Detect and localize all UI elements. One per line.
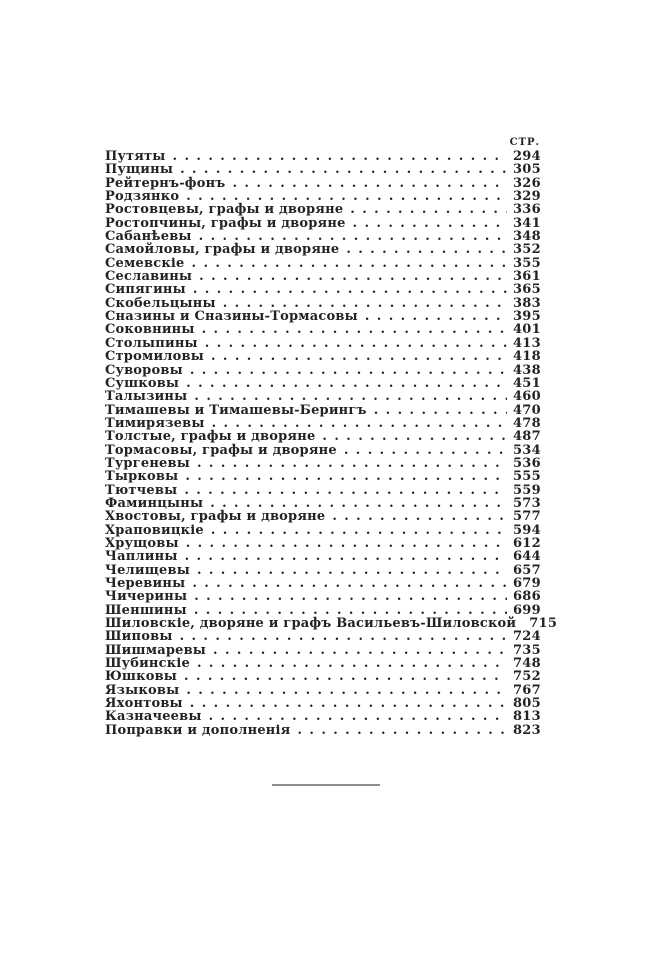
page-number: 294 — [512, 149, 541, 164]
page-number: 657 — [512, 562, 541, 578]
toc-entry-row — [105, 509, 541, 525]
family-name: Самойловы, графы и дворяне — [105, 242, 340, 258]
toc-entry-row — [105, 162, 541, 178]
family-name: Тургеневы — [105, 455, 190, 471]
family-name: Соковнины — [105, 322, 195, 338]
dot-leader — [297, 723, 507, 738]
family-name: Тырковы — [105, 469, 179, 485]
toc-entry-row — [105, 536, 541, 549]
page-number: 383 — [512, 295, 541, 311]
family-name: Казначеевы — [105, 709, 202, 725]
toc-entry-row — [105, 523, 541, 536]
page-number: 365 — [512, 282, 541, 298]
toc-entry-row — [105, 202, 541, 218]
family-name: Ростопчины, графы и дворяне — [105, 215, 346, 231]
family-name: Тютчевы — [105, 482, 178, 498]
family-name: Шубинскіе — [105, 656, 190, 672]
toc-entry-row — [105, 349, 541, 365]
family-name: Родзянко — [105, 189, 180, 205]
page-number: 767 — [512, 682, 541, 698]
page-number: 612 — [512, 535, 541, 551]
page-number: 460 — [512, 389, 541, 405]
family-name: Шиповы — [105, 629, 173, 645]
page-number: 679 — [512, 576, 541, 591]
toc-entry-row — [105, 309, 541, 325]
page-number: 813 — [512, 709, 541, 725]
toc-entry-row — [105, 656, 541, 672]
toc-entry-row — [105, 629, 541, 645]
toc-entry-list — [105, 149, 558, 738]
toc-entry-row — [105, 496, 541, 509]
family-name: Столыпины — [105, 335, 198, 351]
toc-entry-row — [105, 403, 541, 416]
family-name: Сеславины — [105, 269, 193, 285]
toc-entry-row — [105, 296, 541, 309]
toc-entry-row — [105, 269, 541, 285]
page-number: 573 — [512, 495, 541, 511]
family-name: Толстые, графы и дворяне — [105, 429, 316, 445]
toc-entry-row — [105, 363, 541, 376]
page-number: 348 — [512, 229, 541, 245]
toc-entry-row — [105, 723, 541, 736]
toc-entry-row — [105, 696, 541, 712]
family-name: Пущины — [105, 162, 174, 178]
family-name: Тимирязевы — [105, 415, 205, 431]
toc-entry-row — [105, 149, 541, 162]
page-number: 418 — [512, 349, 541, 365]
family-name: Шиловскіе, дворяне и графъ Васильевъ-Шиловской — [105, 616, 517, 632]
toc-entry-row — [105, 322, 541, 338]
family-name: Юшковы — [105, 669, 178, 685]
page-number: 715 — [529, 616, 558, 632]
toc-entry-row — [105, 456, 541, 469]
toc-entry-row — [105, 282, 541, 298]
toc-entry-row — [105, 389, 541, 405]
family-name: Тормасовы, графы и дворяне — [105, 442, 337, 458]
page-number: 686 — [512, 589, 541, 605]
toc-entry-row — [105, 589, 541, 605]
toc-entry-row — [105, 229, 541, 245]
page-number: 823 — [512, 722, 541, 738]
page-number: 555 — [512, 469, 541, 485]
toc-entry-row — [105, 443, 541, 456]
page-column-header: СТР. — [509, 137, 540, 148]
page-number: 805 — [512, 696, 541, 712]
family-name: Шишмаревы — [105, 642, 207, 658]
toc-entry-row — [105, 616, 558, 632]
family-name: Чичерины — [105, 589, 188, 605]
toc-entry-row — [105, 576, 541, 589]
family-name: Семевскіе — [105, 255, 185, 271]
family-name: Сназины и Сназины-Тормасовы — [105, 309, 358, 325]
page-number: 329 — [512, 189, 541, 205]
family-name: Поправки и дополненія — [105, 722, 291, 738]
page-number: 577 — [512, 509, 541, 525]
page-number: 724 — [512, 629, 541, 645]
page-number: 401 — [512, 322, 541, 338]
page-number: 559 — [512, 482, 541, 498]
page-number: 451 — [512, 375, 541, 391]
family-name: Яхонтовы — [105, 696, 183, 712]
page-number: 644 — [512, 549, 541, 565]
family-name: Челищевы — [105, 562, 190, 578]
page-number: 735 — [512, 642, 541, 658]
toc-entry-row — [105, 563, 541, 576]
page-number: 361 — [512, 269, 541, 285]
page-number: 748 — [512, 656, 541, 672]
page-number: 752 — [512, 669, 541, 685]
family-name: Языковы — [105, 682, 180, 698]
page-number: 341 — [512, 215, 541, 231]
table-of-contents — [105, 137, 558, 738]
toc-entry-row — [105, 709, 541, 725]
family-name: Сабанѣевы — [105, 229, 192, 245]
toc-entry-row — [105, 336, 541, 349]
toc-entry-row — [105, 549, 541, 565]
toc-entry-row — [105, 483, 541, 496]
family-name: Стромиловы — [105, 349, 204, 365]
page-number: 699 — [512, 602, 541, 618]
family-name: Чаплины — [105, 549, 178, 565]
page-number: 478 — [512, 415, 541, 431]
page-number: 352 — [512, 242, 541, 258]
page-number: 355 — [512, 255, 541, 271]
family-name: Тимашевы и Тимашевы-Берингъ — [105, 402, 367, 418]
family-name: Скобельцыны — [105, 295, 216, 311]
toc-entry-row — [105, 376, 541, 389]
page-number: 438 — [512, 362, 541, 378]
toc-entry-row — [105, 416, 541, 429]
toc-entry-row — [105, 242, 541, 258]
toc-entry-row — [105, 176, 541, 189]
family-name: Талызины — [105, 389, 188, 405]
page-number: 413 — [512, 335, 541, 351]
family-name: Хрущовы — [105, 535, 179, 551]
family-name: Хвостовы, графы и дворяне — [105, 509, 326, 525]
page-number: 395 — [512, 309, 541, 325]
toc-entry-row — [105, 429, 541, 445]
page-number: 305 — [512, 162, 541, 178]
toc-entry-row — [105, 469, 541, 485]
page-number: 594 — [512, 522, 541, 538]
toc-entry-row — [105, 256, 541, 269]
page-number: 326 — [512, 175, 541, 191]
family-name: Шеншины — [105, 602, 187, 618]
page-number: 536 — [512, 455, 541, 471]
family-name: Храповицкіе — [105, 522, 204, 538]
family-name: Фаминцыны — [105, 495, 204, 511]
family-name: Ростовцевы, графы и дворяне — [105, 202, 344, 218]
family-name: Рейтернъ-фонъ — [105, 175, 226, 191]
toc-entry-row — [105, 189, 541, 205]
page-number: 487 — [512, 429, 541, 445]
family-name: Суворовы — [105, 362, 183, 378]
toc-entry-row — [105, 683, 541, 696]
family-name: Сушковы — [105, 375, 180, 391]
page-number: 534 — [512, 442, 541, 458]
toc-entry-row — [105, 603, 541, 616]
toc-entry-row — [105, 643, 541, 656]
page-number: 470 — [512, 402, 541, 418]
family-name: Путяты — [105, 149, 166, 164]
section-divider-rule — [272, 784, 380, 786]
family-name: Черевины — [105, 576, 186, 591]
family-name: Сипягины — [105, 282, 186, 298]
toc-entry-row — [105, 216, 541, 229]
page-number: 336 — [512, 202, 541, 218]
toc-entry-row — [105, 669, 541, 685]
